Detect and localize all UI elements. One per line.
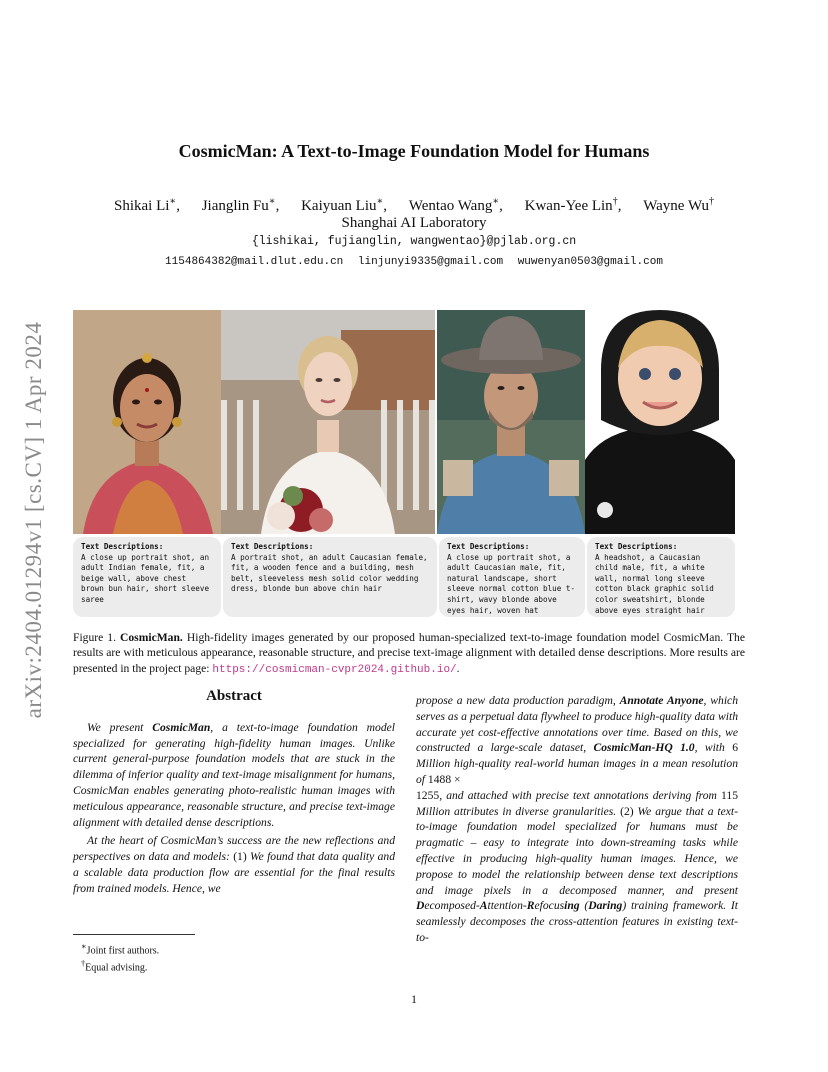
- page-number: 1: [411, 992, 417, 1006]
- description-heading: Text Descriptions:: [447, 542, 530, 551]
- portrait-bride-image: [221, 310, 435, 534]
- abstract-paragraph-2: At the heart of CosmicMan’s success are the new reflections and perspectives on data and models: (1) We found that data quality and a scalable data production flow are essential for the final results from trained models. Hence, we: [73, 834, 395, 895]
- author: Wentao Wang∗,: [408, 196, 503, 214]
- arxiv-identifier-text: arXiv:2404.01294v1 [cs.CV] 1 Apr 2024: [21, 321, 46, 719]
- abstract-paragraph-3: propose a new data production paradigm, Annotate Anyone, which serves as a perpetual data flywheel to produce high-quality data with accurate yet cost-effective annotations over time. Based on this, we constructed a large-scale dataset, CosmicMan-HQ 1.0, with 6 Million high-quality real-world human images in a mean resolution of 1488 × 1255, and attached with precise text annotations deriving from 115 Million attributes in diverse granularities. (2) We argue that a text-to-image foundation model specialized for humans must be pragmatic – easy to integrate into down-streaming tasks while effective in producing high-quality human images. Hence, we propose to model the relationship between dense text descriptions and image pixels in a decomposed manner, and present Decomposed-Attention-Refocusing (Daring) training framework. It seamlessly decomposes the cross-attention features in existing text-to-: [416, 694, 738, 944]
- author-list: [0, 196, 828, 215]
- portrait-man-hat-image: [437, 310, 585, 534]
- text-descriptions: [73, 537, 735, 619]
- emails-line-2: 1154864382@mail.dlut.edu.cn linjunyi9335@gmail.com wuwenyan0503@gmail.com: [165, 256, 663, 268]
- description-card: [223, 537, 437, 617]
- caption-label: Figure 1.: [73, 631, 116, 644]
- author: Wayne Wu†: [643, 196, 714, 214]
- description-text: A headshot, a Caucasian child male, fit, a white wall, normal long sleeve cotton black graphic solid color sweatshirt, blonde above eyes straight hair: [595, 552, 714, 615]
- description-card: [439, 537, 585, 617]
- author: Shikai Li∗,: [113, 196, 180, 214]
- affiliation: Shanghai AI Laboratory: [341, 215, 487, 231]
- description-text: A portrait shot, an adult Caucasian female, fit, a wooden fence and a building, mesh belt, sleeveless mesh solid color wedding dress, blonde bun above chin hair: [231, 552, 428, 594]
- description-heading: Text Descriptions:: [231, 542, 314, 551]
- author: Kaiyuan Liu∗,: [301, 196, 388, 214]
- caption-name: CosmicMan.: [120, 631, 183, 644]
- project-page-link[interactable]: https://cosmicman-cvpr2024.github.io/: [212, 663, 457, 676]
- footnotes: [73, 940, 159, 975]
- description-card: [73, 537, 221, 617]
- right-column: [416, 693, 738, 946]
- figure-1-images: [73, 310, 735, 534]
- portrait-child-image: [585, 310, 735, 534]
- paper-title: CosmicMan: A Text-to-Image Foundation Model for Humans: [178, 141, 650, 161]
- author: Kwan-Yee Lin†,: [524, 196, 622, 214]
- emails-line-1: {lishikai, fujianglin, wangwentao}@pjlab.org.cn: [251, 235, 577, 248]
- figure-caption: Figure 1. CosmicMan. High-fidelity images generated by our proposed human-specialized text-to-image foundation model CosmicMan. The results are with meticulous appearance, reasonable structure, and precise text-image alignment with detailed dense descriptions. More results are presented in the project page: https://cosmicman-cvpr2024.github.io/.: [73, 631, 745, 676]
- description-text: A close up portrait shot, an adult Indian female, fit, a beige wall, above chest brown bun hair, short sleeve saree: [81, 552, 210, 604]
- portrait-indian-woman-image: [73, 310, 221, 534]
- arxiv-identifier: [16, 290, 52, 750]
- description-text: A close up portrait shot, a adult Caucasian male, fit, natural landscape, short sleeve normal cotton blue t-shirt, wavy blonde above eyes hair, woven hat: [447, 552, 576, 615]
- left-column: [73, 689, 395, 897]
- abstract-paragraph-1: We present CosmicMan, a text-to-image foundation model specialized for generating high-fidelity human images. Unlike current general-purpose foundation models that are stuck in the dilemma of inferior quality and text-image misalignment for humans, CosmicMan enables generating photo-realistic human images with meticulous appearance, reasonable structure, and precise text-image alignment with detailed dense descriptions.: [73, 720, 395, 829]
- description-heading: Text Descriptions:: [81, 542, 164, 551]
- footnote-1: ∗Joint first authors.: [81, 942, 160, 957]
- abstract-heading: Abstract: [206, 688, 262, 704]
- footnote-2: †Equal advising.: [81, 959, 148, 974]
- author: Jianglin Fu∗,: [201, 196, 280, 214]
- description-card: [587, 537, 735, 617]
- caption-text: High-fidelity images generated by our proposed human-specialized text-to-image foundation model CosmicMan. The results are with meticulous appearance, reasonable structure, and precise text-image alignment with detailed dense descriptions. More results are presented in the project page:: [73, 631, 745, 675]
- footnote-rule: [73, 934, 195, 935]
- description-heading: Text Descriptions:: [595, 542, 678, 551]
